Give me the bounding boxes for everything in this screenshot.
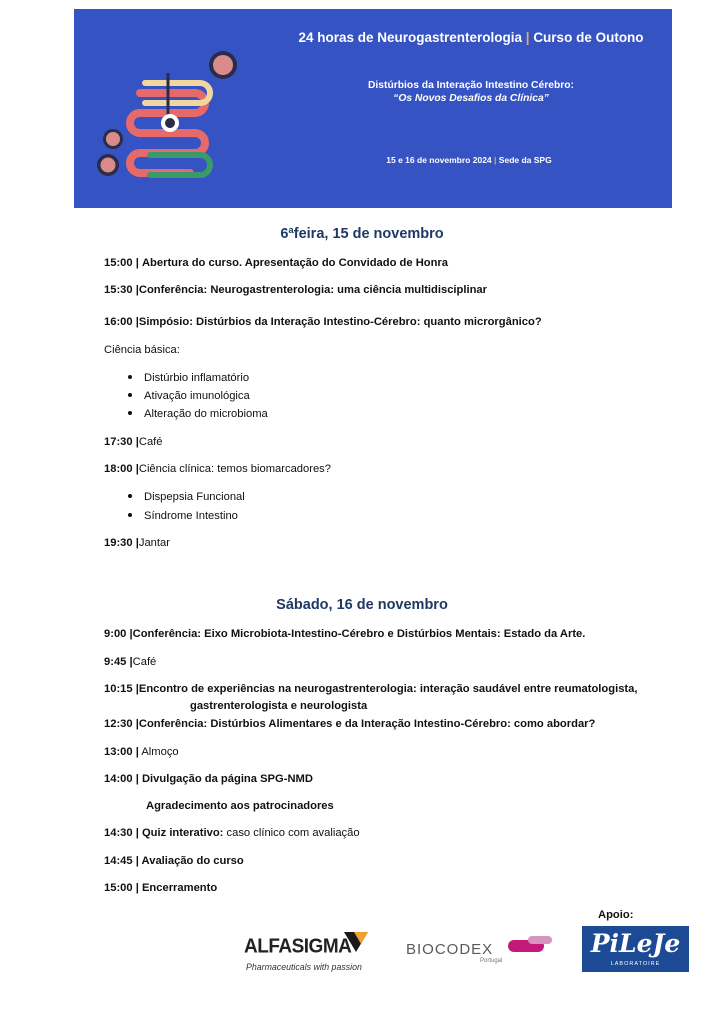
day2-row-coffee: 9:45 |Café xyxy=(104,656,157,668)
day2-row-conference2: 12:30 |Conferência: Distúrbios Alimentares e da Interação Intestino-Cérebro: como abordar? xyxy=(104,718,596,730)
pileje-logo: PiLeJe LABORATOIRE xyxy=(582,926,689,972)
alfasigma-mark-icon xyxy=(344,932,368,954)
list-item: Ativação imunológica xyxy=(128,390,250,402)
basic-science-label: Ciência básica: xyxy=(104,344,180,356)
biocodex-mark-icon xyxy=(508,934,554,958)
list-item: Síndrome Intestino xyxy=(128,510,238,522)
day2-row-lunch: 13:00 | Almoço xyxy=(104,746,179,758)
day2-row-evaluation: 14:45 | Avaliação do curso xyxy=(104,855,244,867)
day2-title: Sábado, 16 de novembro xyxy=(276,597,448,613)
day2-row-quiz: 14:30 | Quiz interativo: caso clínico com avaliação xyxy=(104,827,360,839)
day1-row-conference: 15:30 |Conferência: Neurogastrenterologia: uma ciência multidisciplinar xyxy=(104,284,487,296)
day1-title: 6ªfeira, 15 de novembro xyxy=(280,226,444,242)
day2-row-meeting-cont: gastrenterologista e neurologista xyxy=(190,700,368,712)
list-item: Distúrbio inflamatório xyxy=(128,372,249,384)
course-title: 24 horas de Neurogastrenterologia | Curso de Outono xyxy=(298,30,644,45)
biocodex-logo: BIOCODEX Portugal xyxy=(406,934,556,974)
list-item: Alteração do microbioma xyxy=(128,408,268,420)
day2-row-conference: 9:00 |Conferência: Eixo Microbiota-Intestino-Cérebro e Distúrbios Mentais: Estado da Arte. xyxy=(104,628,586,640)
day1-row-coffee: 17:30 |Café xyxy=(104,436,163,448)
brain-gut-illustration xyxy=(90,43,240,183)
course-subtitle: Distúrbios da Interação Intestino Cérebro: xyxy=(368,80,574,91)
course-date: 15 e 16 de novembro 2024 | Sede da SPG xyxy=(386,155,552,165)
alfasigma-logo: ALFASIGMA Pharmaceuticals with passion xyxy=(244,932,374,976)
day2-row-thanks: Agradecimento aos patrocinadores xyxy=(146,800,334,812)
day1-row-clinical: 18:00 |Ciência clínica: temos biomarcadores? xyxy=(104,463,331,475)
list-item: Dispepsia Funcional xyxy=(128,491,245,503)
day1-row-symposium: 16:00 |Simpósio: Distúrbios da Interação Intestino-Cérebro: quanto microrgânico? xyxy=(104,316,542,328)
header-banner xyxy=(74,9,672,208)
day1-row-dinner: 19:30 |Jantar xyxy=(104,537,170,549)
day1-row-opening: 15:00 | Abertura do curso. Apresentação do Convidado de Honra xyxy=(104,257,449,269)
sponsors-label: Apoio: xyxy=(598,909,634,921)
day2-row-page: 14:00 | Divulgação da página SPG-NMD xyxy=(104,773,313,785)
day2-row-closing: 15:00 | Encerramento xyxy=(104,882,218,894)
day2-row-meeting: 10:15 |Encontro de experiências na neurogastrenterologia: interação saudável entre reumatologista, xyxy=(104,683,638,695)
course-subtitle-quote: “Os Novos Desafios da Clínica” xyxy=(393,93,549,104)
